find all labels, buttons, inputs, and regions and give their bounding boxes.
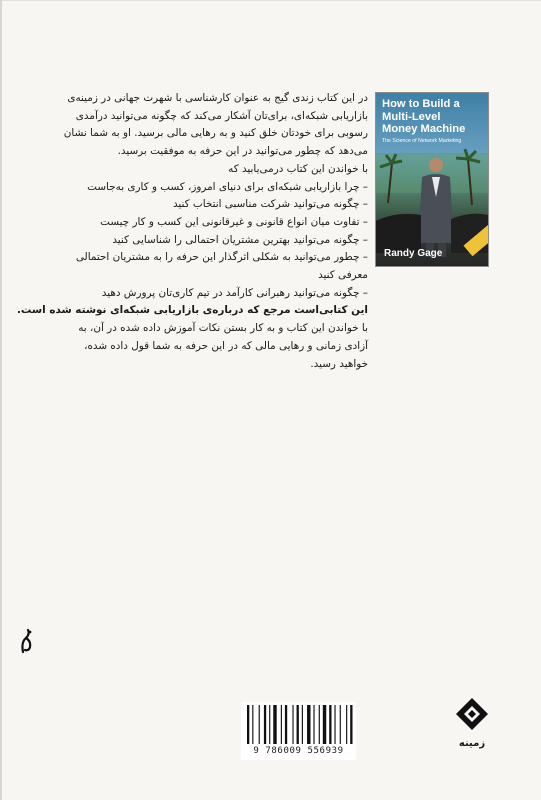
side-logo-icon xyxy=(20,628,34,654)
bullet-line: معرفی کنید xyxy=(318,269,368,282)
text-line: رسوبی برای خودتان خلق کنید و به رهایی مالی برسید. او به شما نشان xyxy=(63,127,368,140)
bullet-line: – چگونه می‌توانید بهترین مشتریان احتمالی را شناسایی کنید xyxy=(112,233,368,246)
description-text xyxy=(16,90,368,373)
barcode-bars xyxy=(241,702,356,746)
isbn-number: 9 786009 556939 xyxy=(253,746,344,756)
text-line: می‌دهد که چطور می‌توانید در این حرفه به موفقیت برسید. xyxy=(117,145,368,158)
bullet-line: – چگونه می‌توانید رهبرانی کارآمد در تیم کاری‌تان پرورش دهید xyxy=(101,286,368,299)
cover-subtitle: The Science of Network Marketing xyxy=(382,138,462,144)
text-line: در این کتاب زندی گیج به عنوان کارشناسی با شهرت جهانی در زمینه‌ی xyxy=(67,92,368,104)
bullet-line: – چطور می‌توانید به شکلی اثرگذار این حرفه را به مشتریان احتمالی xyxy=(75,251,368,264)
bullet-line: – چرا بازاریابی شبکه‌ای برای دنیای امروز، کسب و کاری به‌جاست xyxy=(87,180,368,193)
text-line: خواهید رسید. xyxy=(310,357,368,370)
bullet-line: – تفاوت میان انواع قانونی و غیرقانونی این کسب و کار چیست xyxy=(100,215,368,228)
bold-statement: این کتابی‌است مرجع که درباره‌ی بازاریابی شبکه‌ای نوشته شده است. xyxy=(16,304,368,317)
text-line: آزادی زمانی و رهایی مالی که در این حرفه به شما قول داده شده، xyxy=(84,339,368,352)
book-cover-image xyxy=(375,92,489,267)
text-line: با خواندن این کتاب و به کار بستن نکات آموزش داده شده در آن، به xyxy=(78,322,368,335)
cover-title: How to Build a Multi-Level Money Machine xyxy=(382,98,466,135)
bullet-line: – چگونه می‌توانید شرکت مناسبی انتخاب کنید xyxy=(172,198,368,211)
text-line: بازاریابی شبکه‌ای، برای‌تان آشکار می‌کند که چگونه می‌توانید درآمدی xyxy=(75,109,368,122)
publisher-name: زمینه xyxy=(458,738,486,749)
cover-author: Randy Gage xyxy=(384,248,443,259)
isbn-barcode xyxy=(241,702,356,760)
text-line: با خواندن این کتاب درمی‌یابید که xyxy=(228,162,368,175)
